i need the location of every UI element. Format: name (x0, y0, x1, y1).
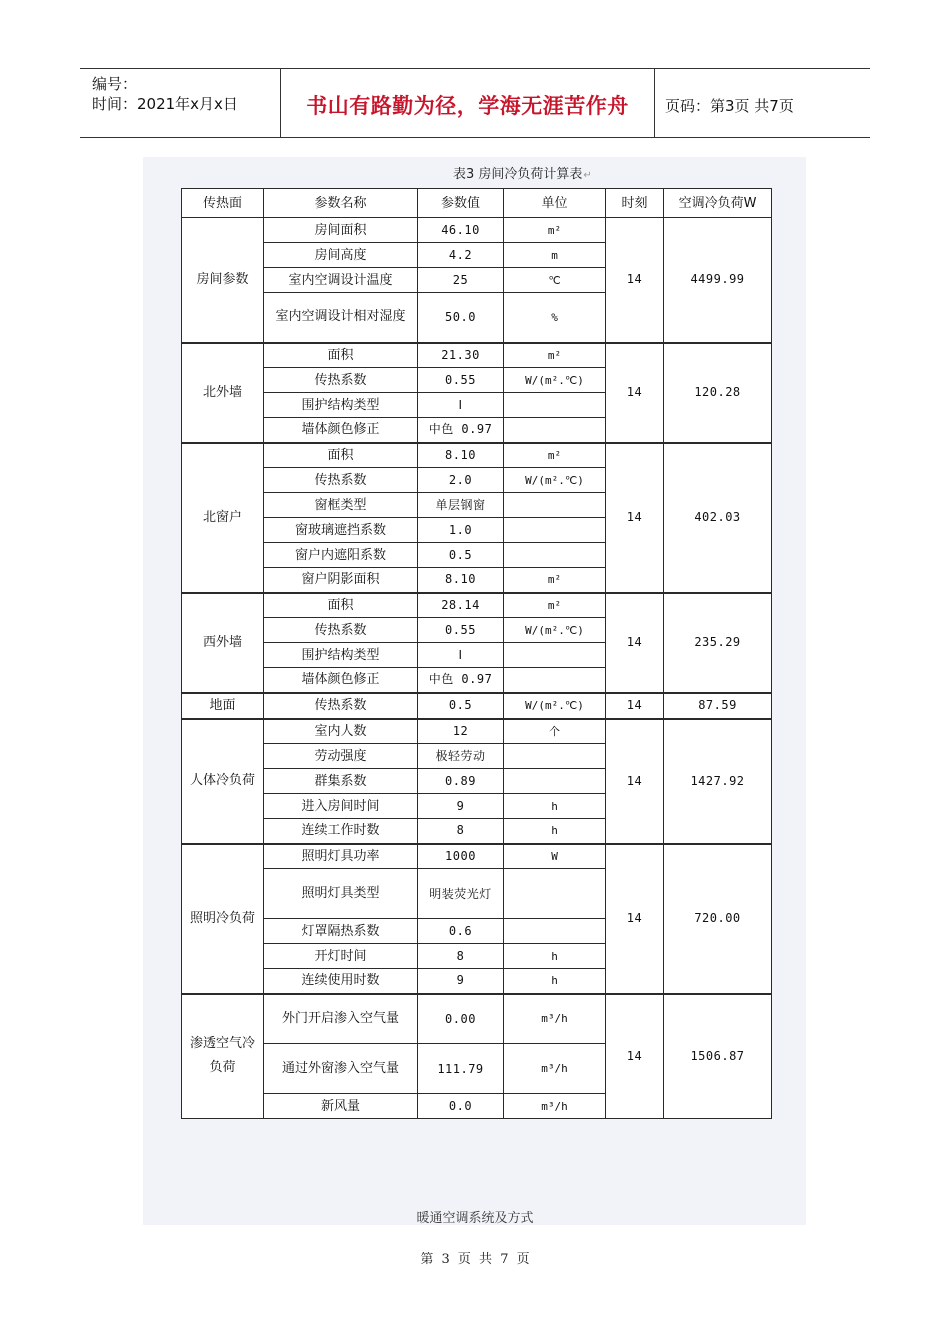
table-row (182, 994, 772, 1044)
page-label: 页码：第3页 共7页 (665, 97, 794, 115)
time-cell: 14 (606, 443, 664, 593)
unit-cell: W/(m².℃) (504, 618, 606, 643)
load-cell: 402.03 (664, 443, 772, 593)
param-value-cell: 25 (418, 268, 504, 293)
surface-cell: 照明冷负荷 (182, 844, 264, 994)
load-cell: 87.59 (664, 693, 772, 719)
param-value-cell: 单层钢窗 (418, 493, 504, 518)
surface-cell: 北外墙 (182, 343, 264, 443)
param-name-cell: 室内空调设计相对湿度 (264, 293, 418, 343)
surface-cell: 渗透空气冷负荷 (182, 994, 264, 1119)
param-name-cell: 窗户内遮阳系数 (264, 543, 418, 568)
param-value-cell: 0.6 (418, 919, 504, 944)
unit-cell: h (504, 794, 606, 819)
unit-cell: m² (504, 593, 606, 618)
motto: 书山有路勤为径，学海无涯苦作舟 (306, 94, 629, 118)
surface-cell: 房间参数 (182, 218, 264, 343)
table-row (182, 844, 772, 869)
unit-cell: m² (504, 218, 606, 243)
load-cell: 120.28 (664, 343, 772, 443)
param-name-cell: 面积 (264, 343, 418, 368)
param-name-cell: 面积 (264, 593, 418, 618)
param-value-cell: 1.0 (418, 518, 504, 543)
table-caption: 表3 房间冷负荷计算表↵ (453, 167, 592, 182)
number-label: 编号： (92, 75, 138, 93)
param-value-cell: 21.30 (418, 343, 504, 368)
unit-cell: W/(m².℃) (504, 468, 606, 493)
load-cell: 235.29 (664, 593, 772, 693)
time-cell: 14 (606, 844, 664, 994)
time-cell: 14 (606, 994, 664, 1119)
param-name-cell: 进入房间时间 (264, 794, 418, 819)
footer-title: 暖通空调系统及方式 (416, 1211, 534, 1226)
param-value-cell: 8.10 (418, 568, 504, 593)
param-value-cell: Ⅰ (418, 643, 504, 668)
unit-cell (504, 869, 606, 919)
unit-cell (504, 543, 606, 568)
unit-cell (504, 393, 606, 418)
date-label: 时间：2021年x月x日 (92, 95, 238, 113)
unit-cell: m³/h (504, 1094, 606, 1119)
col-header: 传热面 (182, 189, 264, 218)
param-value-cell: 中色 0.97 (418, 418, 504, 443)
table-row (182, 218, 772, 243)
param-name-cell: 围护结构类型 (264, 643, 418, 668)
col-header: 时刻 (606, 189, 664, 218)
time-cell: 14 (606, 343, 664, 443)
page-header (80, 68, 870, 138)
table-row (182, 593, 772, 618)
unit-cell: 个 (504, 719, 606, 744)
param-name-cell: 传热系数 (264, 368, 418, 393)
unit-cell (504, 643, 606, 668)
param-value-cell: 极轻劳动 (418, 744, 504, 769)
param-name-cell: 室内空调设计温度 (264, 268, 418, 293)
cooling-load-table (181, 188, 772, 1119)
unit-cell (504, 744, 606, 769)
param-value-cell: Ⅰ (418, 393, 504, 418)
unit-cell (504, 769, 606, 794)
param-value-cell: 9 (418, 794, 504, 819)
param-value-cell: 9 (418, 969, 504, 994)
unit-cell: m (504, 243, 606, 268)
param-value-cell: 0.55 (418, 618, 504, 643)
unit-cell (504, 919, 606, 944)
table-row (182, 443, 772, 468)
param-value-cell: 8 (418, 944, 504, 969)
time-cell: 14 (606, 218, 664, 343)
unit-cell: h (504, 944, 606, 969)
param-name-cell: 外门开启渗入空气量 (264, 994, 418, 1044)
param-name-cell: 窗户阴影面积 (264, 568, 418, 593)
param-name-cell: 照明灯具功率 (264, 844, 418, 869)
unit-cell: m² (504, 343, 606, 368)
unit-cell: W (504, 844, 606, 869)
param-name-cell: 灯罩隔热系数 (264, 919, 418, 944)
param-name-cell: 墙体颜色修正 (264, 418, 418, 443)
param-value-cell: 0.89 (418, 769, 504, 794)
param-name-cell: 连续使用时数 (264, 969, 418, 994)
unit-cell (504, 418, 606, 443)
param-value-cell: 8 (418, 819, 504, 844)
load-cell: 4499.99 (664, 218, 772, 343)
unit-cell: % (504, 293, 606, 343)
param-value-cell: 0.00 (418, 994, 504, 1044)
surface-cell: 人体冷负荷 (182, 719, 264, 844)
load-cell: 720.00 (664, 844, 772, 994)
page-footer: 第 3 页 共 7 页 (420, 1252, 530, 1267)
param-value-cell: 50.0 (418, 293, 504, 343)
table-header-row (182, 189, 772, 218)
surface-cell: 北窗户 (182, 443, 264, 593)
param-name-cell: 房间高度 (264, 243, 418, 268)
time-cell: 14 (606, 719, 664, 844)
param-name-cell: 窗玻璃遮挡系数 (264, 518, 418, 543)
param-name-cell: 墙体颜色修正 (264, 668, 418, 693)
time-cell: 14 (606, 693, 664, 719)
param-name-cell: 传热系数 (264, 468, 418, 493)
unit-cell: h (504, 819, 606, 844)
param-value-cell: 0.5 (418, 693, 504, 719)
param-name-cell: 通过外窗渗入空气量 (264, 1044, 418, 1094)
param-value-cell: 111.79 (418, 1044, 504, 1094)
param-value-cell: 12 (418, 719, 504, 744)
header-meta (80, 69, 281, 137)
param-value-cell: 8.10 (418, 443, 504, 468)
unit-cell: m² (504, 443, 606, 468)
col-header: 参数值 (418, 189, 504, 218)
unit-cell: ℃ (504, 268, 606, 293)
param-value-cell: 4.2 (418, 243, 504, 268)
header-motto-cell (281, 69, 655, 137)
param-value-cell: 中色 0.97 (418, 668, 504, 693)
param-name-cell: 开灯时间 (264, 944, 418, 969)
param-name-cell: 房间面积 (264, 218, 418, 243)
table-row (182, 693, 772, 719)
unit-cell: m² (504, 568, 606, 593)
param-name-cell: 新风量 (264, 1094, 418, 1119)
unit-cell: W/(m².℃) (504, 693, 606, 719)
table-row (182, 719, 772, 744)
surface-cell: 地面 (182, 693, 264, 719)
unit-cell: m³/h (504, 1044, 606, 1094)
param-value-cell: 28.14 (418, 593, 504, 618)
param-name-cell: 传热系数 (264, 618, 418, 643)
col-header: 空调冷负荷W (664, 189, 772, 218)
param-name-cell: 群集系数 (264, 769, 418, 794)
param-name-cell: 窗框类型 (264, 493, 418, 518)
load-cell: 1427.92 (664, 719, 772, 844)
param-value-cell: 0.5 (418, 543, 504, 568)
param-value-cell: 0.55 (418, 368, 504, 393)
unit-cell (504, 668, 606, 693)
table-row (182, 343, 772, 368)
unit-cell: h (504, 969, 606, 994)
unit-cell (504, 493, 606, 518)
param-name-cell: 室内人数 (264, 719, 418, 744)
col-header: 参数名称 (264, 189, 418, 218)
param-name-cell: 面积 (264, 443, 418, 468)
unit-cell: m³/h (504, 994, 606, 1044)
surface-cell: 西外墙 (182, 593, 264, 693)
unit-cell (504, 518, 606, 543)
table-body (182, 218, 772, 1119)
time-cell: 14 (606, 593, 664, 693)
header-page-cell (655, 69, 870, 137)
param-name-cell: 照明灯具类型 (264, 869, 418, 919)
param-name-cell: 劳动强度 (264, 744, 418, 769)
param-value-cell: 1000 (418, 844, 504, 869)
param-value-cell: 明装荧光灯 (418, 869, 504, 919)
param-value-cell: 46.10 (418, 218, 504, 243)
param-name-cell: 连续工作时数 (264, 819, 418, 844)
col-header: 单位 (504, 189, 606, 218)
param-name-cell: 传热系数 (264, 693, 418, 719)
param-name-cell: 围护结构类型 (264, 393, 418, 418)
unit-cell: W/(m².℃) (504, 368, 606, 393)
load-cell: 1506.87 (664, 994, 772, 1119)
param-value-cell: 2.0 (418, 468, 504, 493)
param-value-cell: 0.0 (418, 1094, 504, 1119)
